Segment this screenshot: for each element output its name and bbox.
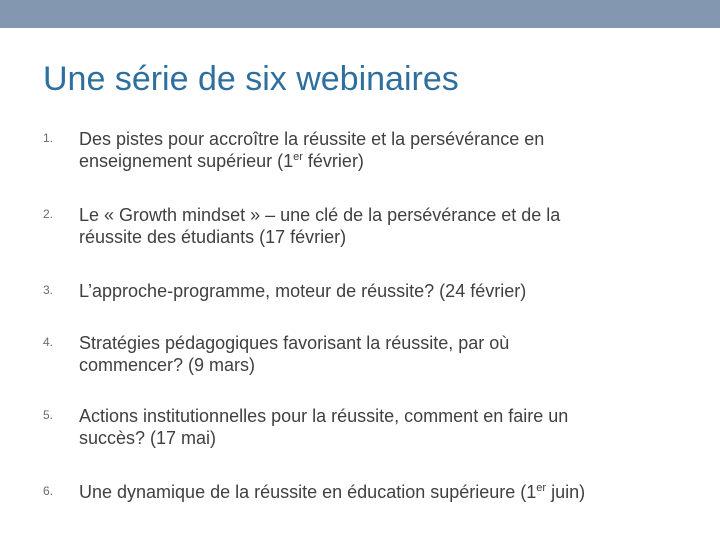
slide-title: Une série de six webinaires: [43, 60, 459, 98]
item-number: 4.: [43, 335, 54, 349]
item-line: Stratégies pédagogiques favorisant la réussite, par où: [79, 333, 510, 353]
list-item: [43, 204, 560, 248]
item-line: Le « Growth mindset » – une clé de la persévérance et de la: [79, 205, 561, 225]
item-number: 2.: [43, 207, 54, 221]
item-number: 3.: [43, 283, 54, 297]
item-line: L’approche-programme, moteur de réussite? (24 février): [79, 281, 527, 301]
item-line-part: juin): [546, 482, 586, 502]
item-number: 6.: [43, 484, 54, 498]
ordinal-superscript: er: [536, 482, 547, 494]
item-line: succès? (17 mai): [79, 428, 217, 448]
item-number: 5.: [43, 408, 54, 422]
item-line: Des pistes pour accroître la réussite et la persévérance en: [79, 129, 545, 149]
item-line-part: Une dynamique de la réussite en éducation supérieure (1: [79, 482, 537, 502]
item-line: [79, 481, 585, 503]
item-number: 1.: [43, 131, 54, 145]
header-band: [0, 0, 720, 28]
item-line: [79, 150, 544, 172]
item-line-part: enseignement supérieur (1: [79, 151, 294, 171]
list-item: [43, 128, 544, 172]
list-item: [43, 280, 526, 302]
item-line: Actions institutionnelles pour la réussite, comment en faire un: [79, 406, 569, 426]
item-line: commencer? (9 mars): [79, 355, 256, 375]
ordinal-superscript: er: [293, 151, 303, 163]
list-item: [43, 481, 585, 503]
item-line: réussite des étudiants (17 février): [79, 227, 347, 247]
list-item: [43, 332, 509, 376]
item-line-part: février): [302, 151, 364, 171]
list-item: [43, 405, 568, 449]
